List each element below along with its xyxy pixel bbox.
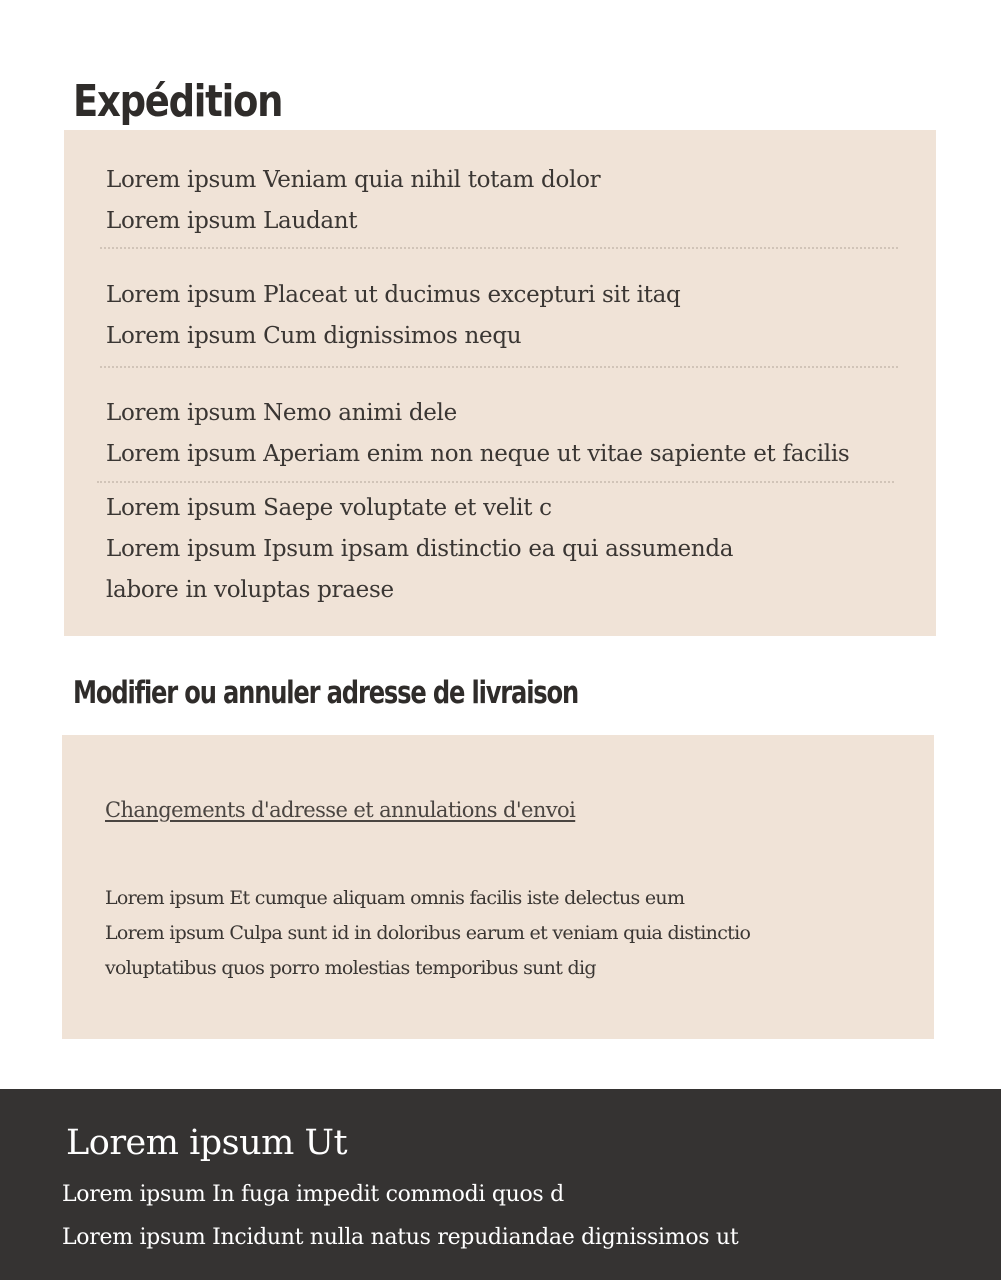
modify-address-heading: Modifier ou annuler adresse de livraison	[73, 675, 579, 711]
shipping-heading: Expédition	[73, 76, 283, 127]
modify-body-line: voluptatibus quos porro molestias temporibus sunt dig	[105, 957, 596, 979]
shipping-line: labore in voluptas praese	[106, 577, 394, 603]
shipping-line: Lorem ipsum Aperiam enim non neque ut vitae sapiente et facilis	[106, 441, 850, 467]
modify-body-line: Lorem ipsum Culpa sunt id in doloribus earum et veniam quia distinctio	[105, 922, 751, 944]
shipping-line: Lorem ipsum Veniam quia nihil totam dolor	[106, 167, 601, 193]
shipping-line: Lorem ipsum Saepe voluptate et velit c	[106, 495, 552, 521]
modify-body-text	[105, 881, 750, 986]
dotted-divider	[100, 247, 898, 249]
dotted-divider	[100, 366, 898, 368]
modify-body-line: Lorem ipsum Et cumque aliquam omnis facilis iste delectus eum	[105, 887, 685, 909]
modify-address-panel	[62, 735, 934, 1039]
shipping-line: Lorem ipsum Nemo animi dele	[106, 400, 457, 426]
shipping-group-4	[106, 488, 733, 611]
footer-line: Lorem ipsum Incidunt nulla natus repudiandae dignissimos ut	[62, 1225, 739, 1250]
shipping-line: Lorem ipsum Cum dignissimos nequ	[106, 323, 522, 349]
shipping-line: Lorem ipsum Placeat ut ducimus excepturi sit itaq	[106, 282, 681, 308]
address-changes-link[interactable]: Changements d'adresse et annulations d'envoi	[105, 798, 576, 822]
shipping-line: Lorem ipsum Ipsum ipsam distinctio ea qui assumenda	[106, 536, 734, 562]
dotted-divider	[97, 481, 894, 483]
footer-line: Lorem ipsum In fuga impedit commodi quos d	[62, 1182, 564, 1207]
shipping-group-1	[106, 160, 600, 242]
shipping-group-2	[106, 275, 680, 357]
shipping-line: Lorem ipsum Laudant	[106, 208, 358, 234]
footer-title: Lorem ipsum Ut	[66, 1123, 348, 1163]
shipping-info-panel	[64, 130, 936, 636]
footer	[0, 1089, 1001, 1280]
shipping-group-3	[106, 393, 849, 475]
